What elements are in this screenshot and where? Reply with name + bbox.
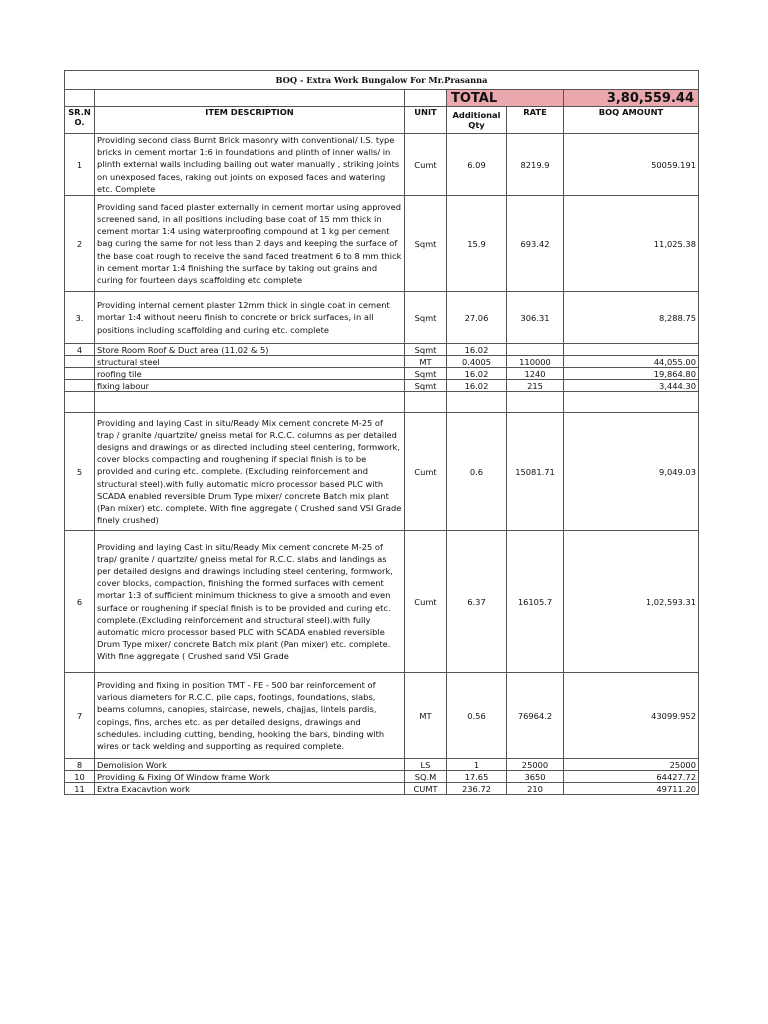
qty-cell: 16.02 <box>447 368 507 380</box>
amount-cell: 43099.952 <box>564 673 699 759</box>
table-row <box>65 356 699 368</box>
description-cell: structural steel <box>95 356 405 368</box>
rate-cell: 8219.9 <box>507 134 564 196</box>
unit-cell: Sqmt <box>405 344 447 356</box>
header-description: ITEM DESCRIPTION <box>95 107 405 134</box>
qty-cell: 16.02 <box>447 344 507 356</box>
total-row <box>65 90 699 107</box>
header-unit: UNIT <box>405 107 447 134</box>
rate-cell: 215 <box>507 380 564 392</box>
unit-cell: Sqmt <box>405 196 447 292</box>
unit-cell: Sqmt <box>405 380 447 392</box>
sr-cell: 7 <box>65 673 95 759</box>
rate-cell <box>507 392 564 413</box>
amount-cell: 3,444.30 <box>564 380 699 392</box>
rate-cell: 693.42 <box>507 196 564 292</box>
header-rate: RATE <box>507 107 564 134</box>
table-row <box>65 771 699 783</box>
description-cell: Providing sand faced plaster externally in cement mortar using approved screened sand, in all positions including base coat of 15 mm thick in cement mortar 1:4 using waterproofing compound at 1 kg per cement bag curing the same for not less than 2 days and keeping the surface of the base coat rough to receive the sand faced treatment 6 to 8 mm thick in cement mortar 1:4 finishing the surface by taking out grains and curing for fourteen days scaffolding etc complete <box>95 196 405 292</box>
header-sr: SR.N O. <box>65 107 95 134</box>
unit-cell: Cumt <box>405 531 447 673</box>
unit-cell: Sqmt <box>405 292 447 344</box>
table-row <box>65 368 699 380</box>
unit-cell: LS <box>405 759 447 771</box>
amount-cell <box>564 344 699 356</box>
sr-cell: 11 <box>65 783 95 795</box>
amount-cell <box>564 392 699 413</box>
unit-cell: Sqmt <box>405 368 447 380</box>
amount-cell: 8,288.75 <box>564 292 699 344</box>
description-cell: Extra Exacavtion work <box>95 783 405 795</box>
amount-cell: 9,049.03 <box>564 413 699 531</box>
unit-cell: Cumt <box>405 413 447 531</box>
rate-cell: 16105.7 <box>507 531 564 673</box>
total-label: TOTAL <box>447 90 564 107</box>
unit-cell <box>405 392 447 413</box>
amount-cell: 19,864.80 <box>564 368 699 380</box>
header-amount: BOQ AMOUNT <box>564 107 699 134</box>
amount-cell: 1,02,593.31 <box>564 531 699 673</box>
header-row <box>65 107 699 134</box>
amount-cell: 44,055.00 <box>564 356 699 368</box>
qty-cell: 16.02 <box>447 380 507 392</box>
title-row <box>65 71 699 90</box>
description-cell: Providing & Fixing Of Window frame Work <box>95 771 405 783</box>
sr-cell <box>65 356 95 368</box>
qty-cell: 6.37 <box>447 531 507 673</box>
table-row <box>65 392 699 413</box>
rate-cell: 3650 <box>507 771 564 783</box>
unit-cell: MT <box>405 356 447 368</box>
qty-cell: 236.72 <box>447 783 507 795</box>
sr-cell: 1 <box>65 134 95 196</box>
qty-cell: 27.06 <box>447 292 507 344</box>
table-row <box>65 783 699 795</box>
unit-cell: SQ.M <box>405 771 447 783</box>
sr-cell <box>65 368 95 380</box>
description-cell <box>95 392 405 413</box>
table-row <box>65 531 699 673</box>
description-cell: Providing second class Burnt Brick masonry with conventional/ I.S. type bricks in cement mortar 1:6 in foundations and plinth of inner walls/ in plinth external walls including bailing out water manually , striking joints on unexposed faces, raking out joints on exposed faces and watering etc. Complete <box>95 134 405 196</box>
unit-cell: MT <box>405 673 447 759</box>
description-cell: Store Room Roof & Duct area (11.02 & 5) <box>95 344 405 356</box>
description-cell: Providing internal cement plaster 12mm thick in single coat in cement mortar 1:4 without neeru finish to concrete or brick surfaces, in all positions including scaffolding and curing etc. complete <box>95 292 405 344</box>
unit-cell: CUMT <box>405 783 447 795</box>
sr-cell: 10 <box>65 771 95 783</box>
table-row <box>65 759 699 771</box>
sr-cell: 8 <box>65 759 95 771</box>
description-cell: Providing and laying Cast in situ/Ready Mix cement concrete M-25 of trap / granite /quartzite/ gneiss metal for R.C.C. columns as per detailed designs and drawings or as directed including steel centering, formwork, cover blocks compacting and roughening if special finish is to be provided and curing etc. complete. (Excluding reinforcement and structural steel).with fully automatic micro processor based PLC with SCADA enabled reversible Drum Type mixer/ concrete Batch mix plant (Pan mixer) etc. complete. With fine aggregate ( Crushed sand VSI Grade finely crushed) <box>95 413 405 531</box>
unit-cell: Cumt <box>405 134 447 196</box>
qty-cell: 0.56 <box>447 673 507 759</box>
sr-cell <box>65 380 95 392</box>
sr-cell: 3. <box>65 292 95 344</box>
amount-cell: 11,025.38 <box>564 196 699 292</box>
total-value: 3,80,559.44 <box>564 90 699 107</box>
boq-table <box>64 70 699 795</box>
sr-cell <box>65 392 95 413</box>
rate-cell: 1240 <box>507 368 564 380</box>
amount-cell: 64427.72 <box>564 771 699 783</box>
rate-cell: 76964.2 <box>507 673 564 759</box>
amount-cell: 25000 <box>564 759 699 771</box>
rate-cell: 306.31 <box>507 292 564 344</box>
table-row <box>65 413 699 531</box>
rate-cell: 25000 <box>507 759 564 771</box>
qty-cell: 0.4005 <box>447 356 507 368</box>
qty-cell: 0.6 <box>447 413 507 531</box>
qty-cell: 17.65 <box>447 771 507 783</box>
rate-cell: 110000 <box>507 356 564 368</box>
table-row <box>65 292 699 344</box>
amount-cell: 49711.20 <box>564 783 699 795</box>
table-row <box>65 134 699 196</box>
sr-cell: 5 <box>65 413 95 531</box>
header-qty: Additional Qty <box>447 107 507 134</box>
table-row <box>65 673 699 759</box>
description-cell: fixing labour <box>95 380 405 392</box>
table-row <box>65 380 699 392</box>
qty-cell <box>447 392 507 413</box>
amount-cell: 50059.191 <box>564 134 699 196</box>
rate-cell: 210 <box>507 783 564 795</box>
table-row <box>65 344 699 356</box>
rate-cell <box>507 344 564 356</box>
table-row <box>65 196 699 292</box>
qty-cell: 15.9 <box>447 196 507 292</box>
boq-title: BOQ - Extra Work Bungalow For Mr.Prasanna <box>65 71 699 90</box>
sr-cell: 4 <box>65 344 95 356</box>
description-cell: Providing and laying Cast in situ/Ready Mix cement concrete M-25 of trap/ granite / quartzite/ gneiss metal for R.C.C. slabs and landings as per detailed designs and drawings including steel centering, formwork, cover blocks, compaction, finishing the formed surfaces with cement mortar 1:3 of sufficient minimum thickness to give a smooth and even surface or roughening if special finish is to be provided and curing etc. complete.(Excluding reinforcement and structural steel).with fully automatic micro processor based PLC with SCADA enabled reversible Drum Type mixer/ concrete Batch mix plant (Pan mixer) etc. complete. With fine aggregate ( Crushed sand VSI Grade <box>95 531 405 673</box>
qty-cell: 1 <box>447 759 507 771</box>
sr-cell: 2 <box>65 196 95 292</box>
description-cell: Providing and fixing in position TMT - FE - 500 bar reinforcement of various diameters for R.C.C. pile caps, footings, foundations, slabs, beams columns, canopies, staircase, newels, chajjas, lintels pardis, copings, fins, arches etc. as per detailed designs, drawings and schedules. including cutting, bending, hooking the bars, binding with wires or tack welding and supporting as required complete. <box>95 673 405 759</box>
rate-cell: 15081.71 <box>507 413 564 531</box>
description-cell: roofing tile <box>95 368 405 380</box>
sr-cell: 6 <box>65 531 95 673</box>
qty-cell: 6.09 <box>447 134 507 196</box>
description-cell: Demolision Work <box>95 759 405 771</box>
